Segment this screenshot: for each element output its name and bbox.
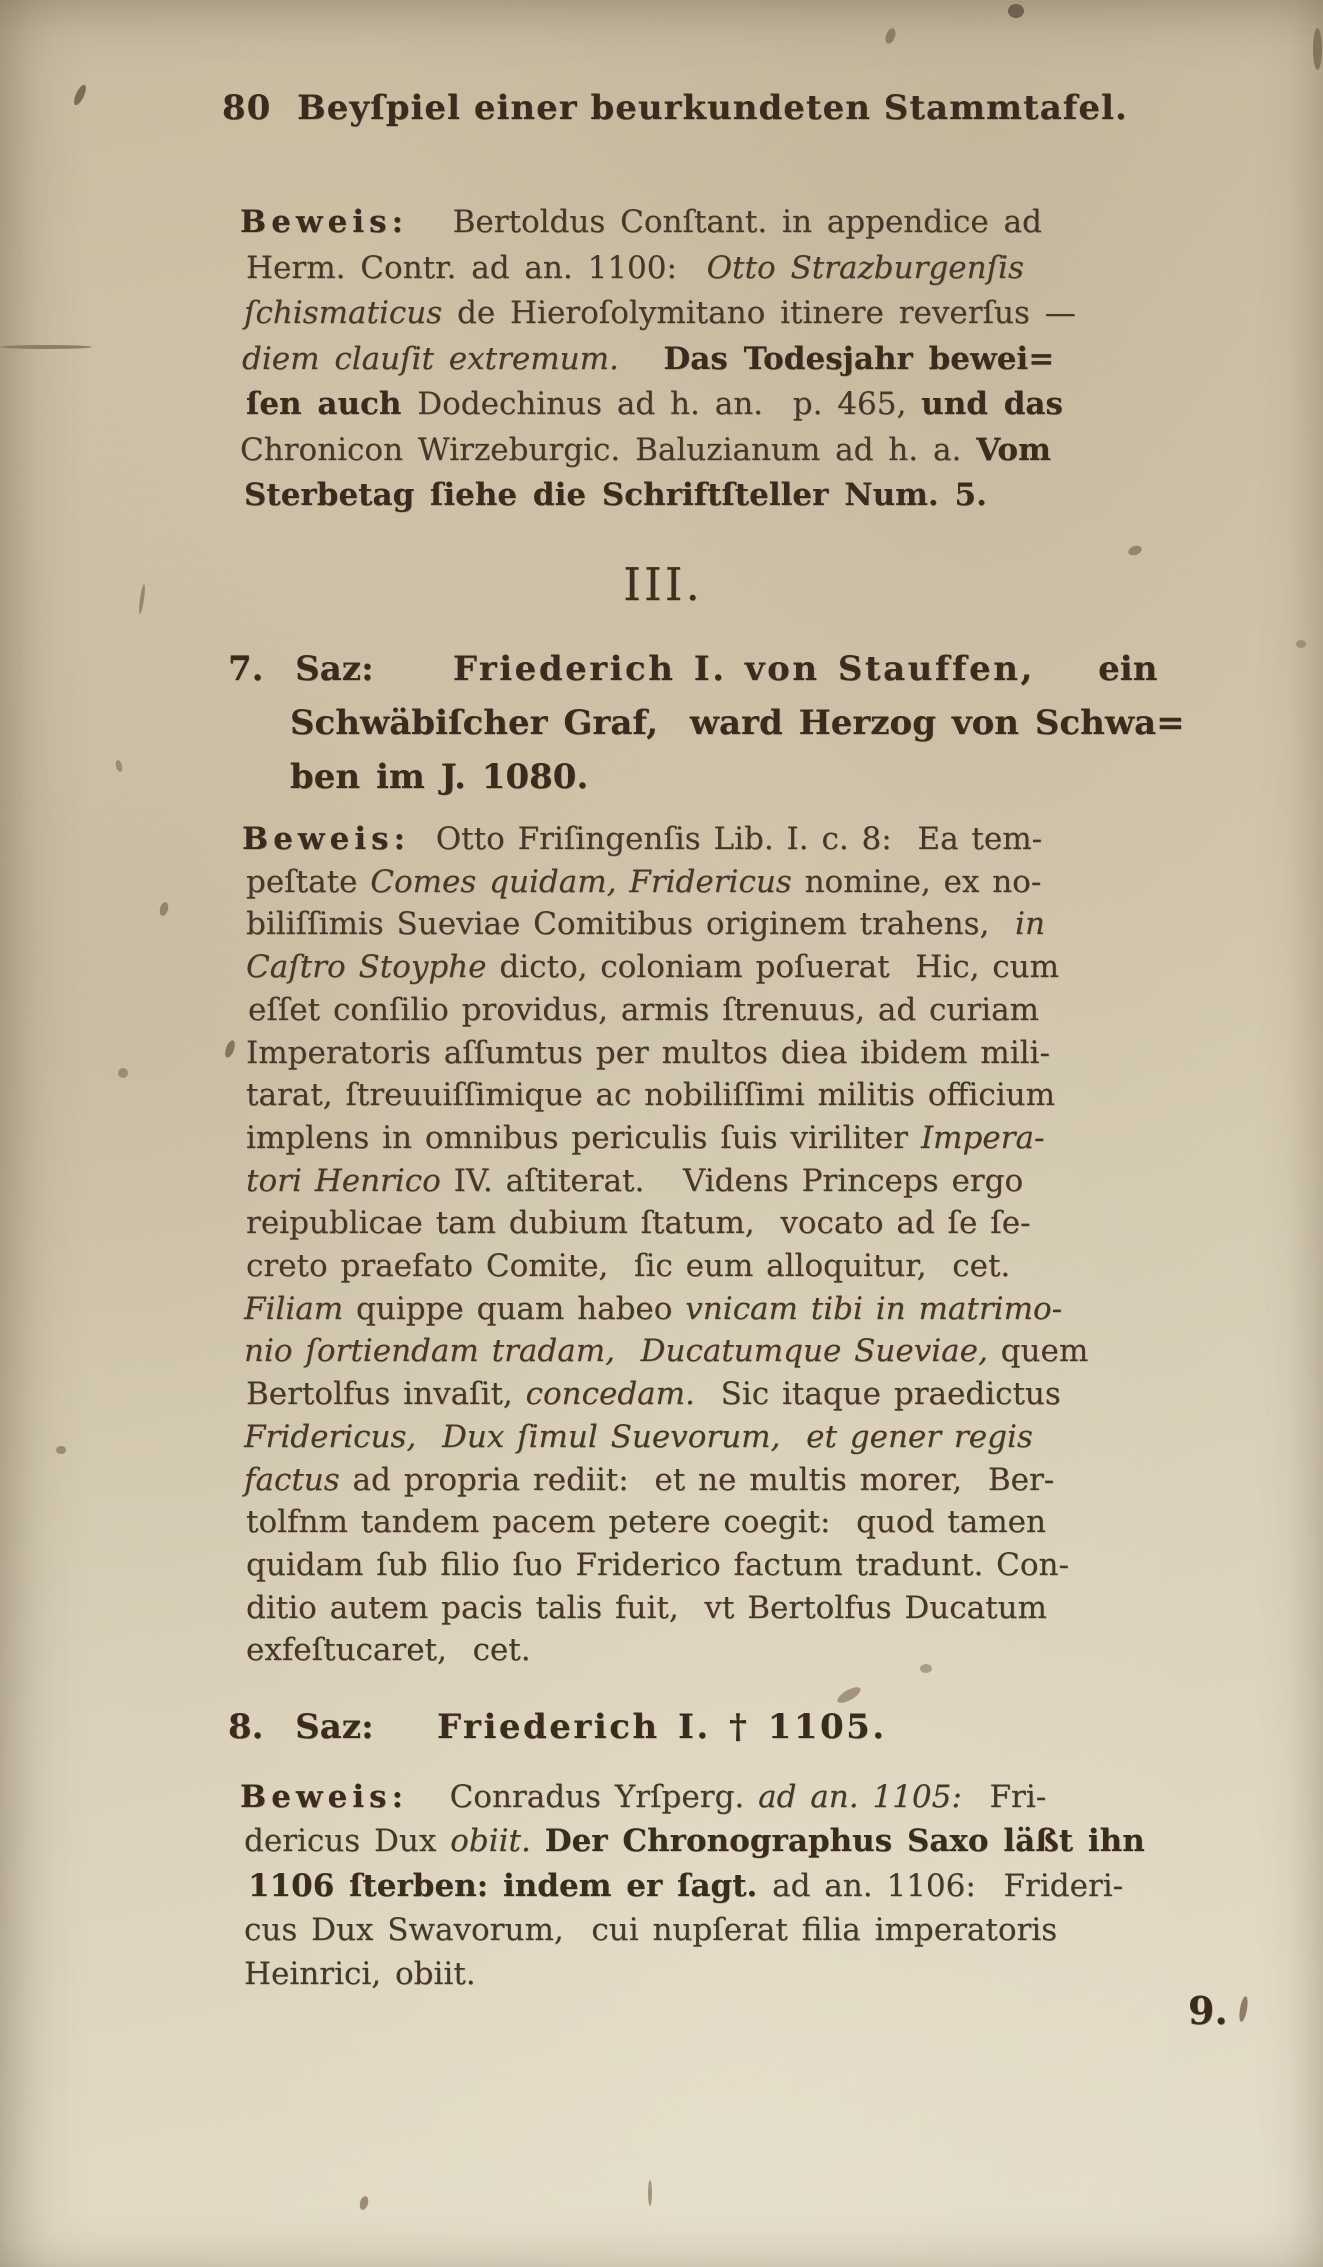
- text-line: [246, 906, 1045, 943]
- paper-speck: [1296, 640, 1306, 648]
- text-segment: ſen auch: [246, 386, 418, 422]
- text-segment: dericus Dux: [244, 1823, 451, 1860]
- paper-speck: [115, 759, 124, 772]
- text-line: [246, 1546, 1069, 1583]
- paper-speck: [1008, 4, 1024, 18]
- text-segment: eſſet conſilio providus, armis ſtrenuus, ad curiam: [248, 991, 1039, 1028]
- text-segment: IV. aſtiterat. Videns Princeps ergo: [453, 1162, 1024, 1199]
- text-line: [246, 1205, 1031, 1242]
- text-segment: Bertoldus Conſtant. in appendice ad: [452, 204, 1042, 240]
- text-segment: Schwäbiſcher Graf, ward Herzog von Schwa=: [290, 703, 1185, 743]
- text-segment: vnicam tibi in matrimo-: [685, 1290, 1063, 1327]
- text-segment: Heinrici, obiit.: [244, 1956, 476, 1993]
- text-segment: in: [1015, 906, 1045, 943]
- text-segment: [374, 649, 453, 689]
- paper-speck: [835, 1684, 863, 1706]
- text-segment: Beweis:: [240, 204, 409, 240]
- text-segment: de Hieroſolymitano itinere reverſus —: [456, 295, 1076, 331]
- text-line: [290, 703, 1185, 743]
- text-line: [246, 863, 1042, 900]
- text-line: [246, 1504, 1046, 1541]
- text-segment: diem clauſit extremum.: [242, 340, 619, 377]
- text-segment: 1106 ſterben: indem er ſagt.: [248, 1867, 773, 1904]
- text-segment: ein: [1034, 649, 1158, 689]
- text-segment: Filiam: [244, 1290, 356, 1327]
- text-line: [244, 1418, 1033, 1455]
- text-segment: peſtate: [246, 863, 371, 900]
- text-line: [246, 249, 1024, 286]
- text-segment: tori Henrico: [246, 1162, 454, 1199]
- text-segment: Saz:: [295, 1707, 374, 1747]
- text-line: [228, 1707, 887, 1747]
- text-segment: Bertolfus invaſit,: [246, 1376, 526, 1413]
- paper-speck: [648, 2180, 652, 2206]
- paper-speck: [0, 345, 92, 349]
- text-segment: [410, 821, 436, 857]
- text-segment: Der Chronographus Saxo läßt ihn: [544, 1823, 1145, 1860]
- text-line: [246, 1589, 1047, 1626]
- text-line: [246, 1248, 1011, 1284]
- text-line: [244, 1290, 1063, 1327]
- text-segment: exfeſtucaret, cet.: [246, 1632, 531, 1669]
- text-line: [290, 757, 589, 797]
- running-header: 80 Beyſpiel einer beurkundeten Stammtafel.: [222, 88, 1128, 128]
- text-segment: ad an. 1105:: [758, 1779, 962, 1815]
- text-segment: Otto Friſingenſis Lib. I. c. 8: Ea tem-: [435, 821, 1043, 857]
- text-segment: Chronicon Wirzeburgic. Baluzianum ad h. a.: [240, 431, 977, 468]
- text-segment: ditio autem pacis talis fuit, vt Bertolfus Ducatum: [246, 1589, 1047, 1626]
- text-line: [242, 821, 1043, 857]
- paper-speck: [158, 901, 169, 917]
- text-segment: cus Dux Swavorum, cui nupſerat filia imperatoris: [244, 1911, 1058, 1948]
- text-segment: Friederich I. von Stauffen,: [452, 649, 1035, 689]
- text-line: [246, 1034, 1050, 1071]
- text-line: [244, 295, 1076, 331]
- paper-speck: [358, 2195, 369, 2211]
- text-line: [244, 1333, 1089, 1370]
- text-segment: Otto Strazburgenſis: [706, 249, 1024, 286]
- text-segment: dicto, coloniam poſuerat Hic, cum: [499, 949, 1060, 986]
- text-segment: Beweis:: [242, 821, 411, 857]
- text-segment: ad an. 1106: Frideri-: [772, 1867, 1124, 1904]
- paper-speck: [223, 1039, 237, 1059]
- text-segment: quem: [1000, 1333, 1089, 1370]
- paper-speck: [72, 83, 89, 106]
- text-segment: implens in omnibus periculis ſuis viriliter: [246, 1119, 921, 1156]
- text-segment: Sterbetag ſiehe die Schriftſteller Num. 5.: [244, 477, 987, 513]
- text-segment: Herm. Contr. ad an. 1100:: [246, 249, 707, 286]
- text-segment: Das Todesjahr bewei=: [663, 340, 1055, 377]
- text-segment: Dodechinus ad h. an. p. 465,: [417, 386, 922, 422]
- paper-speck: [56, 1446, 66, 1454]
- text-line: [248, 991, 1039, 1028]
- section-heading: III.: [623, 558, 703, 611]
- text-segment: tolfnm tandem pacem petere coegit: quod tamen: [246, 1504, 1046, 1541]
- paper-speck: [1313, 28, 1322, 70]
- text-segment: creto praefato Comite, ſic eum alloquitur, cet.: [246, 1248, 1011, 1284]
- text-segment: 7.: [228, 649, 296, 689]
- text-segment: factus: [244, 1461, 353, 1498]
- text-segment: 8.: [228, 1707, 296, 1747]
- paper-speck: [920, 1664, 932, 1673]
- text-line: [240, 204, 1042, 240]
- text-segment: nio ſortiendam tradam, Ducatumque Sueviae,: [244, 1333, 1001, 1370]
- text-line: [240, 431, 1051, 468]
- text-segment: concedam.: [525, 1376, 695, 1413]
- text-segment: biliſſimis Sueviae Comitibus originem trahens,: [246, 906, 1016, 943]
- text-segment: nomine, ex no-: [804, 863, 1042, 900]
- text-segment: Conradus Yrſperg.: [449, 1779, 759, 1815]
- paper-speck: [1127, 544, 1143, 557]
- text-line: [242, 340, 1055, 377]
- paper-speck: [884, 27, 898, 45]
- text-segment: Friederich I. † 1105.: [436, 1707, 887, 1747]
- text-line: [246, 1632, 531, 1669]
- text-line: [240, 1779, 1047, 1815]
- text-line: [244, 477, 987, 513]
- text-segment: ben im J. 1080.: [290, 757, 589, 797]
- text-line: [246, 949, 1060, 986]
- text-line: [246, 386, 1063, 422]
- text-segment: Imperatoris aſſumtus per multos diea ibidem mili-: [246, 1034, 1050, 1071]
- text-segment: quidam ſub filio ſuo Friderico factum tradunt. Con-: [246, 1546, 1069, 1583]
- text-segment: [408, 204, 453, 240]
- text-segment: reipublicae tam dubium ſtatum, vocato ad ſe ſe-: [246, 1205, 1031, 1242]
- text-line: [244, 1461, 1055, 1498]
- text-segment: obiit.: [450, 1823, 531, 1860]
- text-segment: Saz:: [295, 649, 374, 689]
- text-line: [246, 1077, 1055, 1114]
- catchword: 9.: [1188, 1988, 1228, 2033]
- text-line: [244, 1911, 1058, 1948]
- text-segment: Sic itaque praedictus: [694, 1376, 1061, 1413]
- text-segment: ad propria rediit: et ne multis morer, Ber-: [352, 1461, 1055, 1498]
- text-segment: ſchismaticus: [244, 295, 457, 331]
- text-line: [246, 1162, 1024, 1199]
- text-line: [246, 1376, 1061, 1413]
- text-segment: Caſtro Stoyphe: [246, 949, 500, 986]
- text-segment: Fri-: [961, 1779, 1047, 1815]
- text-segment: [619, 341, 664, 377]
- text-line: [244, 1956, 476, 1993]
- text-segment: und das: [921, 386, 1063, 422]
- text-segment: [531, 1823, 545, 1859]
- text-segment: Beweis:: [240, 1779, 409, 1815]
- text-segment: tarat, ſtreuuiſſimique ac nobiliſſimi militis officium: [246, 1077, 1055, 1114]
- paper-speck: [1238, 1996, 1249, 2023]
- text-segment: Fridericus, Dux ſimul Suevorum, et gener regis: [244, 1418, 1033, 1455]
- text-line: [228, 649, 1158, 689]
- text-segment: [374, 1707, 437, 1747]
- paper-speck: [118, 1068, 128, 1078]
- text-line: [246, 1119, 1045, 1156]
- text-segment: [408, 1779, 450, 1815]
- text-line: [244, 1823, 1145, 1860]
- paper-speck: [138, 584, 146, 614]
- text-segment: Vom: [976, 431, 1051, 468]
- text-line: [248, 1867, 1124, 1904]
- text-segment: quippe quam habeo: [355, 1290, 686, 1327]
- text-segment: Comes quidam, Fridericus: [370, 863, 805, 900]
- text-segment: Impera-: [920, 1119, 1045, 1156]
